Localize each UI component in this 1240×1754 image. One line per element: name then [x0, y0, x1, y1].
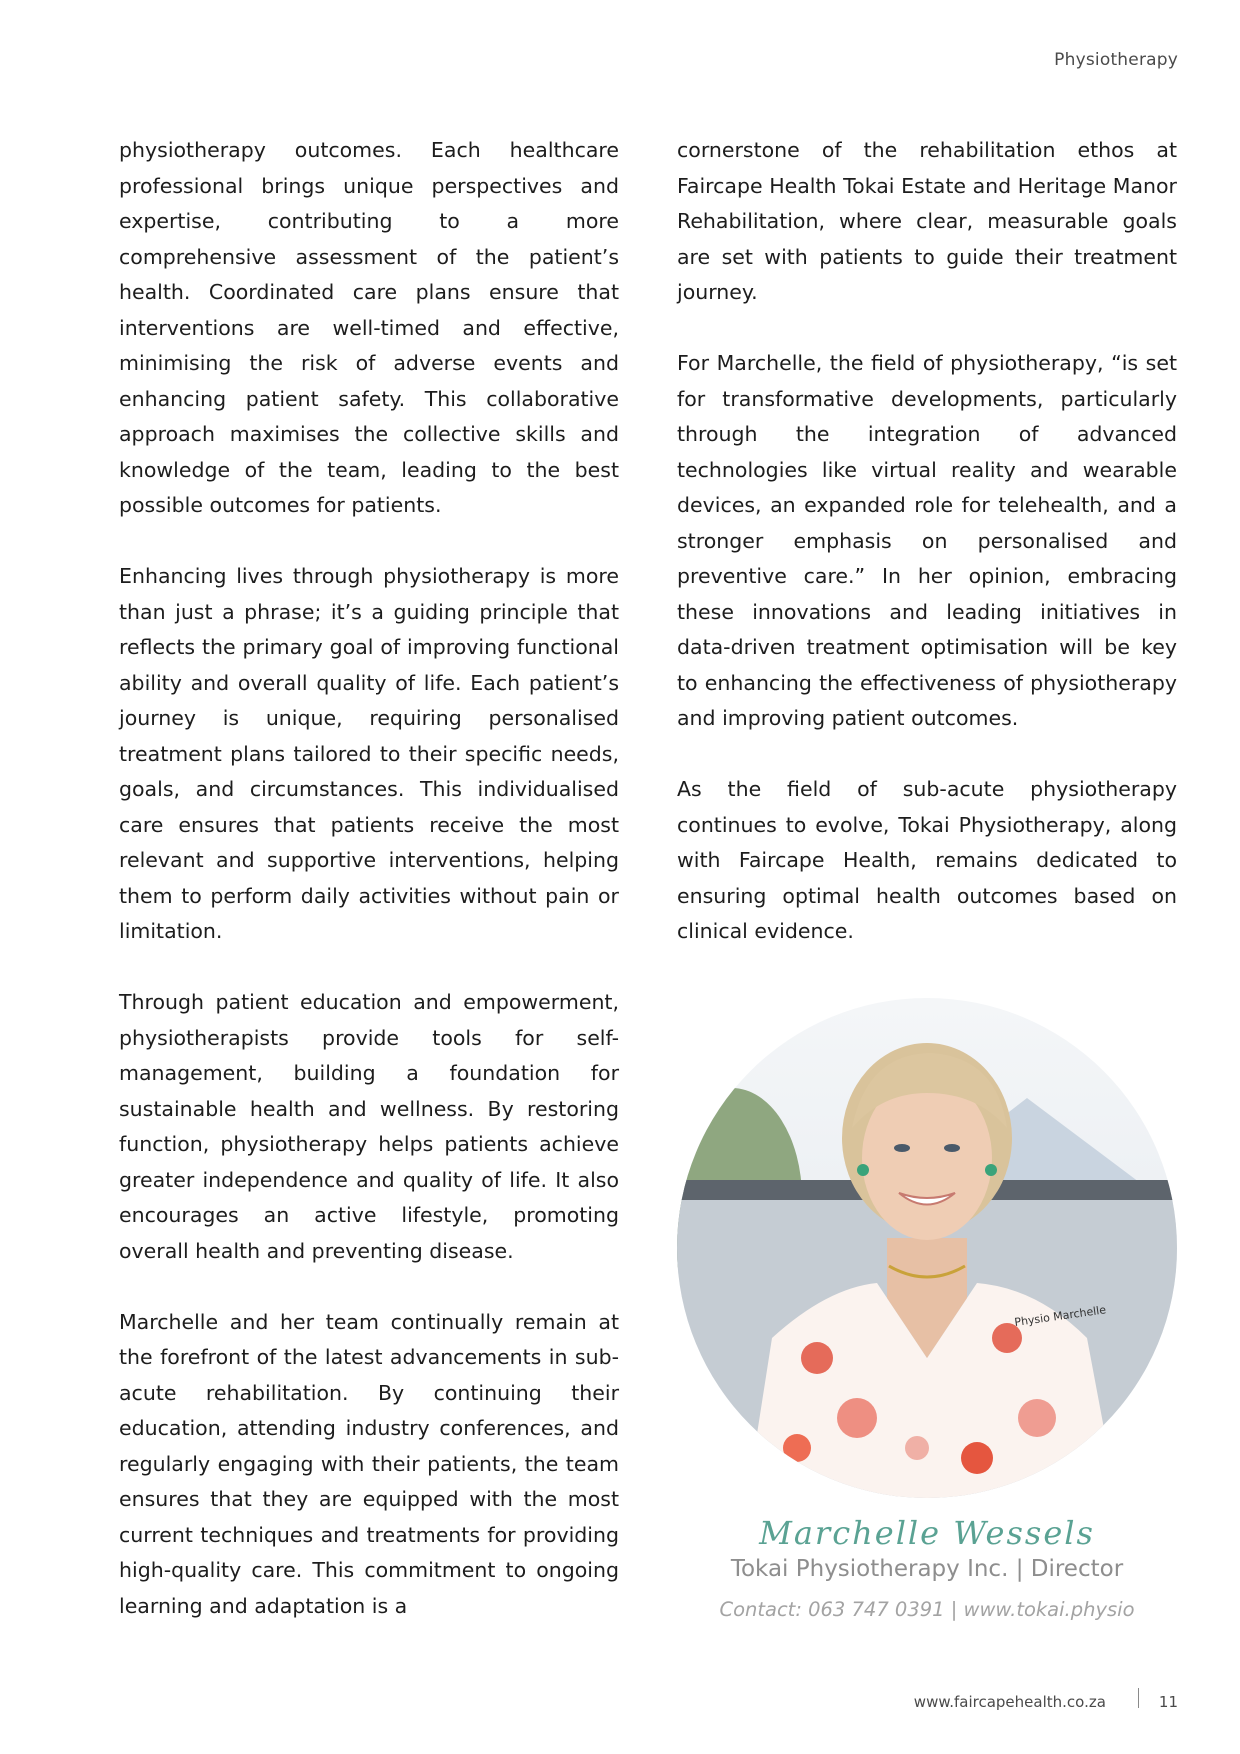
- body-paragraph: Marchelle and her team continually remain at the forefront of the latest advancements in sub-acute rehabilitation. By continuing their education, attending industry conferences, and regularly engaging with their patients, the team ensures that they are equipped with the most current techniques and treatments for providing high-quality care. This commitment to ongoing learning and adaptation is a: [119, 1309, 619, 1618]
- body-paragraph: cornerstone of the rehabilitation ethos at Faircape Health Tokai Estate and Heritage Manor Rehabilitation, where clear, measurable goals are set with patients to guide their treatment journey.: [677, 138, 1177, 304]
- section-header: Physiotherapy: [1054, 50, 1178, 70]
- footer-website[interactable]: www.faircapehealth.co.za: [913, 1693, 1106, 1711]
- right-column: [677, 133, 1177, 950]
- body-paragraph: Enhancing lives through physiotherapy is more than just a phrase; it’s a guiding principle that reflects the primary goal of improving functional ability and overall quality of life. Each patient’s journey is unique, requiring personalised treatment plans tailored to their specific needs, goals, and circumstances. This individualised care ensures that patients receive the most relevant and supportive interventions, helping them to perform daily activities without pain or limitation.: [119, 564, 619, 943]
- signature-name: Marchelle Wessels: [759, 1514, 1095, 1552]
- body-paragraph: For Marchelle, the field of physiotherapy, “is set for transformative developments, particularly through the integration of advanced technologies like virtual reality and wearable devices, an expanded role for telehealth, and a stronger emphasis on personalised and preventive care.” In her opinion, embracing these innovations and leading initiatives in data-driven treatment optimisation will be key to enhancing the effectiveness of physiotherapy and improving patient outcomes.: [677, 351, 1177, 730]
- portrait-illustration: [677, 998, 1177, 1498]
- profile-role: Tokai Physiotherapy Inc. | Director: [730, 1556, 1124, 1582]
- profile-photo: [677, 998, 1177, 1498]
- left-column: [119, 133, 619, 1624]
- page-number: 11: [1158, 1693, 1178, 1711]
- body-paragraph: physiotherapy outcomes. Each healthcare professional brings unique perspectives and expertise, contributing to a more comprehensive assessment of the patient’s health. Coordinated care plans ensure that interventions are well-timed and effective, minimising the risk of adverse events and enhancing patient safety. This collaborative approach maximises the collective skills and knowledge of the team, leading to the best possible outcomes for patients.: [119, 138, 619, 517]
- profile-contact: Contact: 063 747 0391 | www.tokai.physio: [719, 1598, 1135, 1621]
- shirt-logo: Physio Marchelle: [1013, 1303, 1107, 1329]
- page-footer: [914, 1692, 1178, 1712]
- footer-divider: [1138, 1688, 1139, 1708]
- body-paragraph: Through patient education and empowerment, physiotherapists provide tools for self-management, building a foundation for sustainable health and wellness. By restoring function, physiotherapy helps patients achieve greater independence and quality of life. It also encourages an active lifestyle, promoting overall health and preventing disease.: [119, 990, 619, 1263]
- body-paragraph: As the field of sub-acute physiotherapy continues to evolve, Tokai Physiotherapy, along with Faircape Health, remains dedicated to ensuring optimal health outcomes based on clinical evidence.: [677, 777, 1177, 943]
